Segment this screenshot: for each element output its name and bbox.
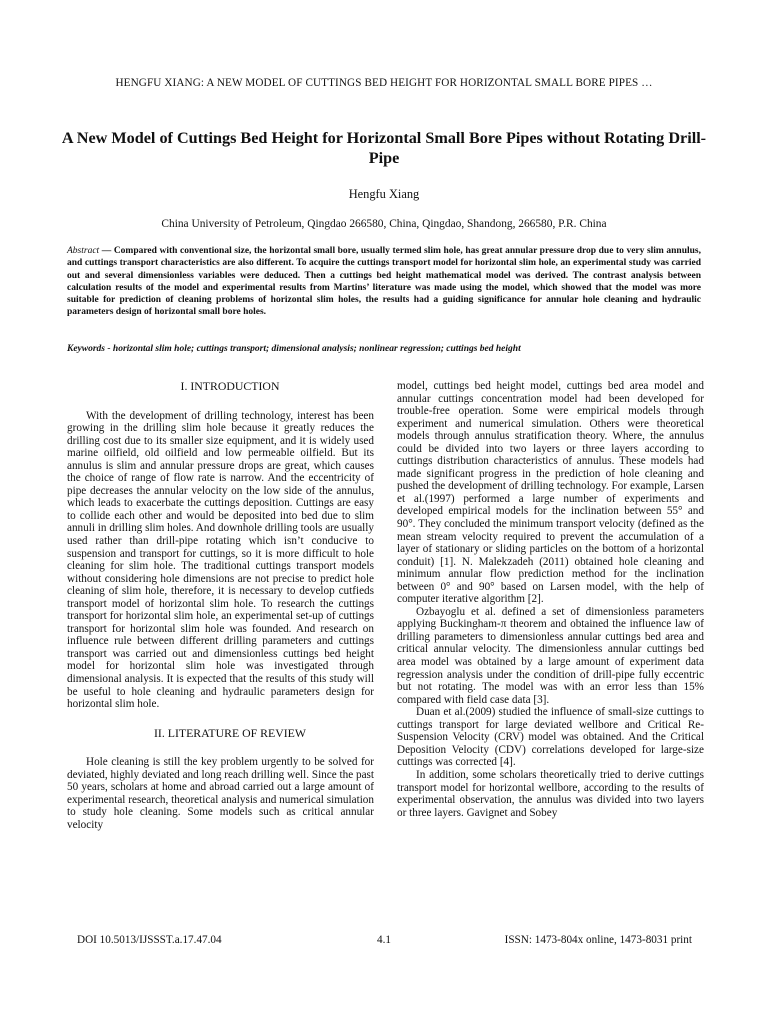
left-column — [67, 380, 374, 832]
abstract — [67, 245, 701, 319]
abstract-text: — Compared with conventional size, the horizontal small bore, usually termed slim hole, has great annular pressure drop due to very slim annulus, and cuttings transport characteristics are also different. To acquire the cuttings transport model for horizontal slim hole, an experimental study was carried out and several dimensionless variables were deduced. Then a cuttings bed height mathematical model was derived. The contrast analysis between calculation results of the model and experimental results from Martins’ literature was made using the model, which showed that the model was more suitable for prediction of cleaning problems of horizontal slim holes, the results had a guiding significance for annular hole cleaning and hydraulic parameters design of horizontal small bore holes. — [67, 246, 701, 318]
section-gap — [67, 711, 374, 727]
duan-paragraph: Duan et al.(2009) studied the influence of small-size cuttings to cuttings transport for large deviated wellbore and Critical Re-Suspension Velocity (CRV) model was obtained. And the Critical Deposition Velocity (CDV) correlations developed for large-size cuttings was corrected [4]. — [397, 706, 704, 769]
right-column — [397, 380, 704, 819]
intro-paragraph: With the development of drilling technology, interest has been growing in the drilling slim hole because it greatly reduces the drilling cost due to its smaller size equipment, and it is widely used marine oilfield, old oilfield and low permeable oilfield. But its annulus is slim and annular pressure drops are great, which causes the choice of range of flow rate is narrow. And the eccentricity of pipe decreases the annular velocity on the low side of the annulus, which leads to exacerbate the cuttings deposition. Cuttings are easy to collide each other and would be deposited into bed due to slim annuli in drilling slim holes. And downhole drilling tools are usually used rather than drill-pipe rotating which isn’t conducive to suspension and transport for cuttings, so it is more difficult to hole cleaning for slim hole. The traditional cuttings transport models without considering hole dimensions are not precise to predict hole cleaning of slim hole, therefore, it is necessary to develop cutfieds transport model of horizontal slim hole. To research the cuttings transport for horizontal slim hole, an experimental set-up of cuttings transport for horizontal slim hole was founded. And research on influence rule between different drilling parameters and cuttings transport was carried out and dimensionless cuttings bed height model for horizontal slim hole was investigated through dimensional analysis. It is expected that the results of this study will be useful to hole cleaning and hydraulic parameters design for horizontal slim hole. — [67, 409, 374, 711]
footer-page-number: 4.1 — [377, 934, 391, 946]
stratification-paragraph: In addition, some scholars theoretically tried to derive cuttings transport model for horizontal wellbore, according to the results of experimental observation, the annulus was divided into two layers or three layers. Gavignet and Sobey — [397, 768, 704, 819]
keywords: Keywords - horizontal slim hole; cuttings transport; dimensional analysis; nonlinear regression; cuttings bed height — [67, 344, 521, 354]
paper-title: A New Model of Cuttings Bed Height for Horizontal Small Bore Pipes without Rotating Drill-Pipe — [61, 129, 707, 167]
section-heading-introduction: I. INTRODUCTION — [180, 379, 280, 393]
abstract-label: Abstract — [67, 246, 100, 256]
footer-issn: ISSN: 1473-804x online, 1473-8031 print — [504, 934, 692, 946]
literature-continued-paragraph: model, cuttings bed height model, cuttings bed area model and annular cuttings concentration model had been developed for trouble-free operation. Some were empirical models through experiment and numerical simulation. Others were theoretical models through annulus stratification theory. Where, the annulus could be divided into two layers or three layers according to cuttings distribution characteristics of annulus. These models had made significant progress in the prediction of hole cleaning and pushed the development of drilling technology. For example, Larsen et al.(1997) performed a large number of experiments and developed empirical models for the inclination between 55° and 90°. They concluded the minimum transport velocity (defined as the mean stream velocity required to prevent the accumulation of a layer of stationary or sliding particles on the bottom of a horizontal conduit) [1]. N. Malekzadeh (2011) obtained hole cleaning and minimum annular flow prediction method for the inclination between 0° and 90° based on Larsen model, with the help of computer iterative algorithm [2]. — [397, 380, 704, 606]
author-name: Hengfu Xiang — [348, 187, 420, 201]
section-heading-literature: II. LITERATURE OF REVIEW — [153, 725, 307, 740]
author-affiliation: China University of Petroleum, Qingdao 266580, China, Qingdao, Shandong, 266580, P.R. China — [161, 218, 607, 230]
running-head: HENGFU XIANG: A NEW MODEL OF CUTTINGS BED HEIGHT FOR HORIZONTAL SMALL BORE PIPES … — [115, 77, 653, 89]
ozbayoglu-paragraph: Ozbayoglu et al. defined a set of dimensionless parameters applying Buckingham-π theorem and obtained the influence law of drilling parameters to dimensionless annular cuttings bed area and critical annular velocity. The dimensionless annular cuttings bed area model was obtained by a large amount of experiment data regression analysis under the condition of drill-pipe fully eccentric but not rotating. The model was with an error less than 15% compared with field case data [3]. — [397, 605, 704, 706]
literature-paragraph: Hole cleaning is still the key problem urgently to be solved for deviated, highly deviated and long reach drilling well. Since the past 50 years, scholars at home and abroad carried out a large amount of experimental research, theoretical analysis and numerical simulation to study hole cleaning. Some models such as critical annular velocity — [67, 756, 374, 831]
footer-doi: DOI 10.5013/IJSSST.a.17.47.04 — [77, 934, 222, 946]
